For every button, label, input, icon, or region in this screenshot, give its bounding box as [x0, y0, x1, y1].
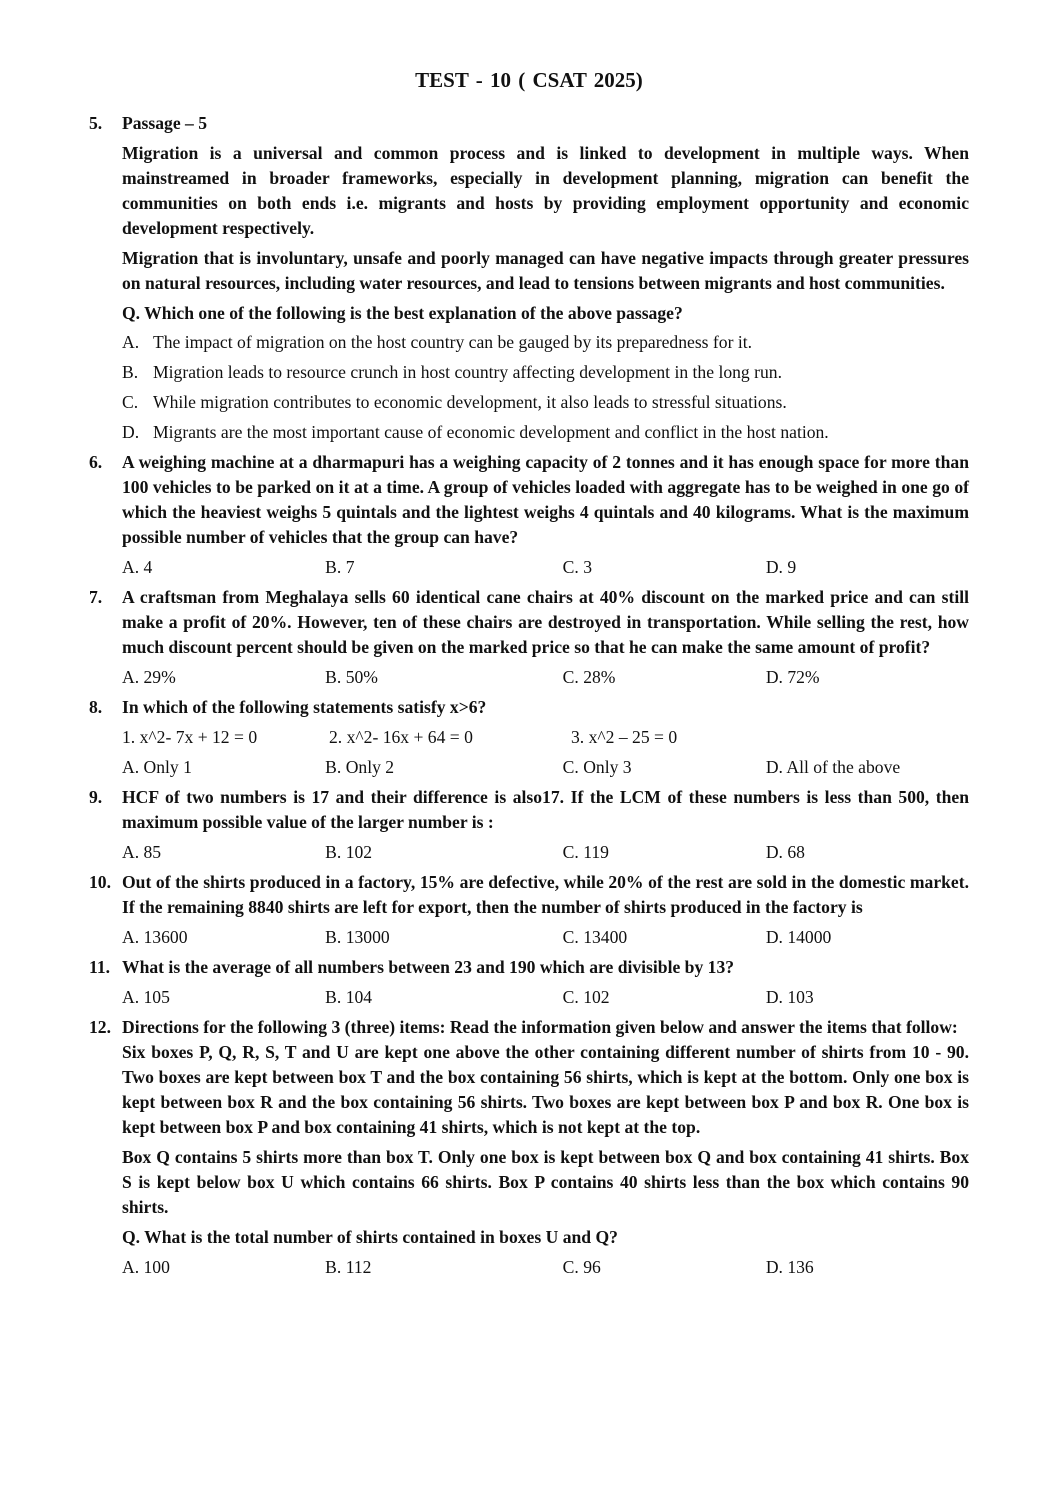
options-row	[122, 1255, 969, 1280]
option-text: Migrants are the most important cause of economic development and conflict in the host nation.	[153, 422, 829, 442]
option-d[interactable]: D. All of the above	[765, 757, 901, 777]
option-b[interactable]: B. 50%	[325, 667, 378, 687]
question-number: 6.	[89, 452, 103, 472]
options-row	[122, 840, 969, 865]
option-text: The impact of migration on the host country can be gauged by its preparedness for it.	[153, 332, 752, 352]
passage-paragraph-1: Migration is a universal and common process and is linked to development in multiple ways. When mainstreamed in broader frameworks, especially in development planning, migration can benefit the communities on both ends i.e. migrants and hosts by providing employment opportunity and economic development respectively.	[122, 143, 969, 238]
statement-1: 1. x^2- 7x + 12 = 0	[122, 727, 258, 747]
passage-heading: Passage – 5	[122, 113, 208, 133]
option-d[interactable]: D. 9	[765, 557, 797, 577]
option-letter: B.	[122, 362, 139, 382]
question-7	[89, 585, 969, 690]
question-9	[89, 785, 969, 865]
options-row	[122, 755, 969, 780]
option-c[interactable]: C. 13400	[562, 927, 628, 947]
option-text: Migration leads to resource crunch in host country affecting development in the long run.	[153, 362, 782, 382]
option-c[interactable]: C. Only 3	[562, 757, 632, 777]
option-b[interactable]: B. 7	[325, 557, 355, 577]
directions-text: Directions for the following 3 (three) items: Read the information given below and answer the items that follow:	[122, 1017, 958, 1037]
option-c[interactable]: C. 119	[562, 842, 609, 862]
question-text: In which of the following statements satisfy x>6?	[122, 697, 487, 717]
option-d[interactable]: D. 136	[765, 1257, 814, 1277]
option-c[interactable]	[122, 390, 969, 415]
question-12	[89, 1015, 969, 1280]
page-title: TEST - 10 ( CSAT 2025)	[415, 68, 643, 92]
question-number: 7.	[89, 587, 103, 607]
option-a[interactable]: A. 4	[122, 557, 153, 577]
option-a[interactable]: A. 105	[122, 987, 170, 1007]
options-list	[122, 330, 969, 445]
option-b[interactable]: B. 112	[325, 1257, 372, 1277]
question-number: 12.	[89, 1017, 111, 1037]
question-text: Q. What is the total number of shirts contained in boxes U and Q?	[122, 1227, 618, 1247]
question-8	[89, 695, 969, 780]
question-10	[89, 870, 969, 950]
statement-2: 2. x^2- 16x + 64 = 0	[329, 727, 473, 747]
question-text: HCF of two numbers is 17 and their difference is also17. If the LCM of these numbers is less than 500, then maximum possible value of the larger number is :	[122, 787, 969, 832]
option-c[interactable]: C. 28%	[562, 667, 616, 687]
options-row	[122, 665, 969, 690]
question-number: 11.	[89, 957, 111, 977]
question-text: A weighing machine at a dharmapuri has a weighing capacity of 2 tonnes and it has enough space for more than 100 vehicles to be parked on it at a time. A group of vehicles loaded with aggregate has to be weighed in one go of which the heaviest weighs 5 quintals and the lightest weighs 4 quintals and 40 kilograms. What is the maximum possible number of vehicles that the group can have?	[122, 452, 969, 547]
option-letter: C.	[122, 392, 139, 412]
option-b[interactable]	[122, 360, 969, 385]
question-text: A craftsman from Meghalaya sells 60 identical cane chairs at 40% discount on the marked price and can still make a profit of 20%. However, ten of these chairs are destroyed in transportation. While selling the rest, how much discount percent should be given on the marked price so that he can make the same amount of profit?	[122, 587, 969, 657]
passage-paragraph-2: Migration that is involuntary, unsafe and poorly managed can have negative impacts through greater pressures on natural resources, including water resources, and lead to tensions between migrants and host communities.	[122, 248, 969, 293]
statement-3: 3. x^2 – 25 = 0	[571, 727, 678, 747]
question-11	[89, 955, 969, 1010]
option-d[interactable]: D. 103	[765, 987, 814, 1007]
question-number: 10.	[89, 872, 111, 892]
question-6	[89, 450, 969, 580]
option-a[interactable]: A. Only 1	[122, 757, 192, 777]
statements-row	[122, 725, 969, 750]
option-b[interactable]: B. Only 2	[325, 757, 395, 777]
option-d[interactable]: D. 14000	[765, 927, 832, 947]
option-b[interactable]: B. 13000	[325, 927, 390, 947]
option-c[interactable]: C. 102	[562, 987, 610, 1007]
question-list	[89, 111, 969, 1280]
option-b[interactable]: B. 104	[325, 987, 373, 1007]
info-paragraph-1: Six boxes P, Q, R, S, T and U are kept one above the other containing different number of shirts from 10 - 90. Two boxes are kept between box T and the box containing 56 shirts, which is kept at the bottom. Only one box is kept between box R and the box containing 56 shirts. Two boxes are kept between box P and box R. One box is kept between box P and box containing 41 shirts, which is not kept at the top.	[122, 1042, 969, 1137]
option-b[interactable]: B. 102	[325, 842, 373, 862]
option-a[interactable]: A. 100	[122, 1257, 170, 1277]
option-a[interactable]: A. 85	[122, 842, 162, 862]
info-paragraph-2: Box Q contains 5 shirts more than box T. Only one box is kept between box Q and box containing 41 shirts. Box S is kept below box U which contains 66 shirts. Box P contains 40 shirts less than the box which contains 90 shirts.	[122, 1147, 969, 1217]
question-number: 5.	[89, 113, 103, 133]
question-text: Q. Which one of the following is the best explanation of the above passage?	[122, 303, 683, 323]
option-c[interactable]: C. 96	[562, 1257, 601, 1277]
option-text: While migration contributes to economic development, it also leads to stressful situations.	[153, 392, 787, 412]
option-a[interactable]: A. 29%	[122, 667, 176, 687]
options-row	[122, 555, 969, 580]
option-a[interactable]: A. 13600	[122, 927, 188, 947]
option-letter: A.	[122, 332, 140, 352]
option-d[interactable]: D. 68	[765, 842, 805, 862]
option-d[interactable]: D. 72%	[765, 667, 820, 687]
option-letter: D.	[122, 422, 140, 442]
option-d[interactable]	[122, 420, 969, 445]
options-row	[122, 925, 969, 950]
option-a[interactable]	[122, 330, 969, 355]
option-c[interactable]: C. 3	[562, 557, 593, 577]
question-5	[89, 111, 969, 445]
question-number: 8.	[89, 697, 103, 717]
options-row	[122, 985, 969, 1010]
question-text: What is the average of all numbers between 23 and 190 which are divisible by 13?	[122, 957, 735, 977]
question-number: 9.	[89, 787, 103, 807]
question-text: Out of the shirts produced in a factory, 15% are defective, while 20% of the rest are sold in the domestic market. If the remaining 8840 shirts are left for export, then the number of shirts produced in the factory is	[122, 872, 969, 917]
